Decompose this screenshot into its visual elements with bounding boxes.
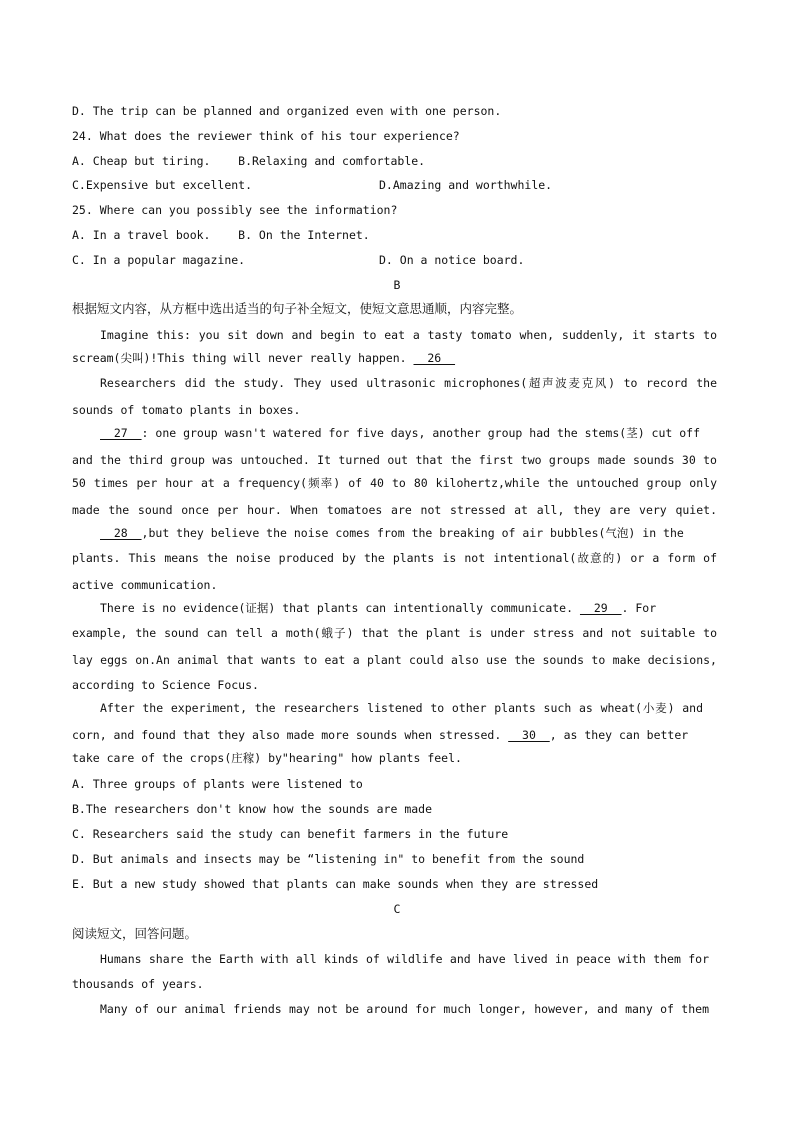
section-b-heading: B (393, 278, 401, 292)
blank-26[interactable]: 26 (413, 351, 456, 365)
passage-b-line: plants. This means the noise produced by the plants is not intentional(故意的) or a form of (72, 551, 717, 565)
passage-b-line: made the sound once per hour. When tomatoes are not stressed at all, they are very quiet. (72, 503, 717, 517)
passage-b-line: active communication. (72, 578, 218, 592)
passage-b-line: There is no evidence(证据) that plants can intentionally communicate. 29 . For (100, 601, 657, 615)
passage-b-line: After the experiment, the researchers listened to other plants such as wheat(小麦) and (100, 701, 703, 715)
question-25-option-d: D. On a notice board. (379, 253, 525, 267)
section-c-heading: C (393, 902, 401, 916)
passage-c-line: Humans share the Earth with all kinds of wildlife and have lived in peace with them for (100, 952, 709, 966)
option-d: D. But animals and insects may be “listening in" to benefit from the sound (72, 852, 585, 866)
blank-30[interactable]: 30 (508, 728, 550, 742)
passage-b-line: lay eggs on.An animal that wants to eat a plant could also use the sounds to make decisions, (72, 653, 717, 667)
passage-b-line: according to Science Focus. (72, 678, 259, 692)
passage-b-line: 50 times per hour at a frequency(频率) of 40 to 80 kilohertz,while the untouched group only (72, 476, 717, 490)
question-25-option-c: C. In a popular magazine. (72, 253, 246, 267)
passage-b-line: take care of the crops(庄稼) by"hearing" how plants feel. (72, 751, 462, 765)
question-24-options-ab: A. Cheap but tiring. B.Relaxing and comfortable. (72, 154, 426, 168)
blank-28[interactable]: 28 (100, 526, 142, 540)
question-25-options-ab: A. In a travel book. B. On the Internet. (72, 228, 370, 242)
question-25: 25. Where can you possibly see the information? (72, 203, 398, 217)
passage-b-line: and the third group was untouched. It turned out that the first two groups made sounds 30 to (72, 453, 717, 467)
passage-c-line: thousands of years. (72, 977, 204, 991)
question-24: 24. What does the reviewer think of his tour experience? (72, 129, 460, 143)
section-b-instruction: 根据短文内容，从方框中选出适当的句子补全短文，使短文意思通顺，内容完整。 (72, 301, 523, 316)
passage-b-line: sounds of tomato plants in boxes. (72, 403, 301, 417)
option-23d: D. The trip can be planned and organized even with one person. (72, 104, 502, 118)
option-b: B.The researchers don't know how the sounds are made (72, 802, 433, 816)
passage-c-line: Many of our animal friends may not be around for much longer, however, and many of them (100, 1002, 709, 1016)
question-24-option-c: C.Expensive but excellent. (72, 178, 253, 192)
section-c-instruction: 阅读短文，回答问题。 (72, 926, 198, 941)
blank-27[interactable]: 27 (100, 426, 142, 440)
option-a: A. Three groups of plants were listened to (72, 777, 363, 791)
question-24-option-d: D.Amazing and worthwhile. (379, 178, 553, 192)
blank-29[interactable]: 29 (579, 601, 622, 615)
option-e: E. But a new study showed that plants can make sounds when they are stressed (72, 877, 599, 891)
passage-b-line: corn, and found that they also made more sounds when stressed. 30 , as they can better (72, 728, 689, 742)
option-c: C. Researchers said the study can benefit farmers in the future (72, 827, 509, 841)
passage-b-line: Researchers did the study. They used ultrasonic microphones(超声波麦克风) to record the (100, 376, 717, 390)
passage-b-line: 27 : one group wasn't watered for five days, another group had the stems(茎) cut off (100, 426, 701, 440)
passage-b-line: example, the sound can tell a moth(蛾子) that the plant is under stress and not suitable to (72, 626, 717, 640)
passage-b-line: scream(尖叫)!This thing will never really happen. 26 (72, 351, 456, 365)
passage-b-line: Imagine this: you sit down and begin to eat a tasty tomato when, suddenly, it starts to (100, 328, 717, 342)
passage-b-line: 28 ,but they believe the noise comes from the breaking of air bubbles(气泡) in the (100, 526, 684, 540)
